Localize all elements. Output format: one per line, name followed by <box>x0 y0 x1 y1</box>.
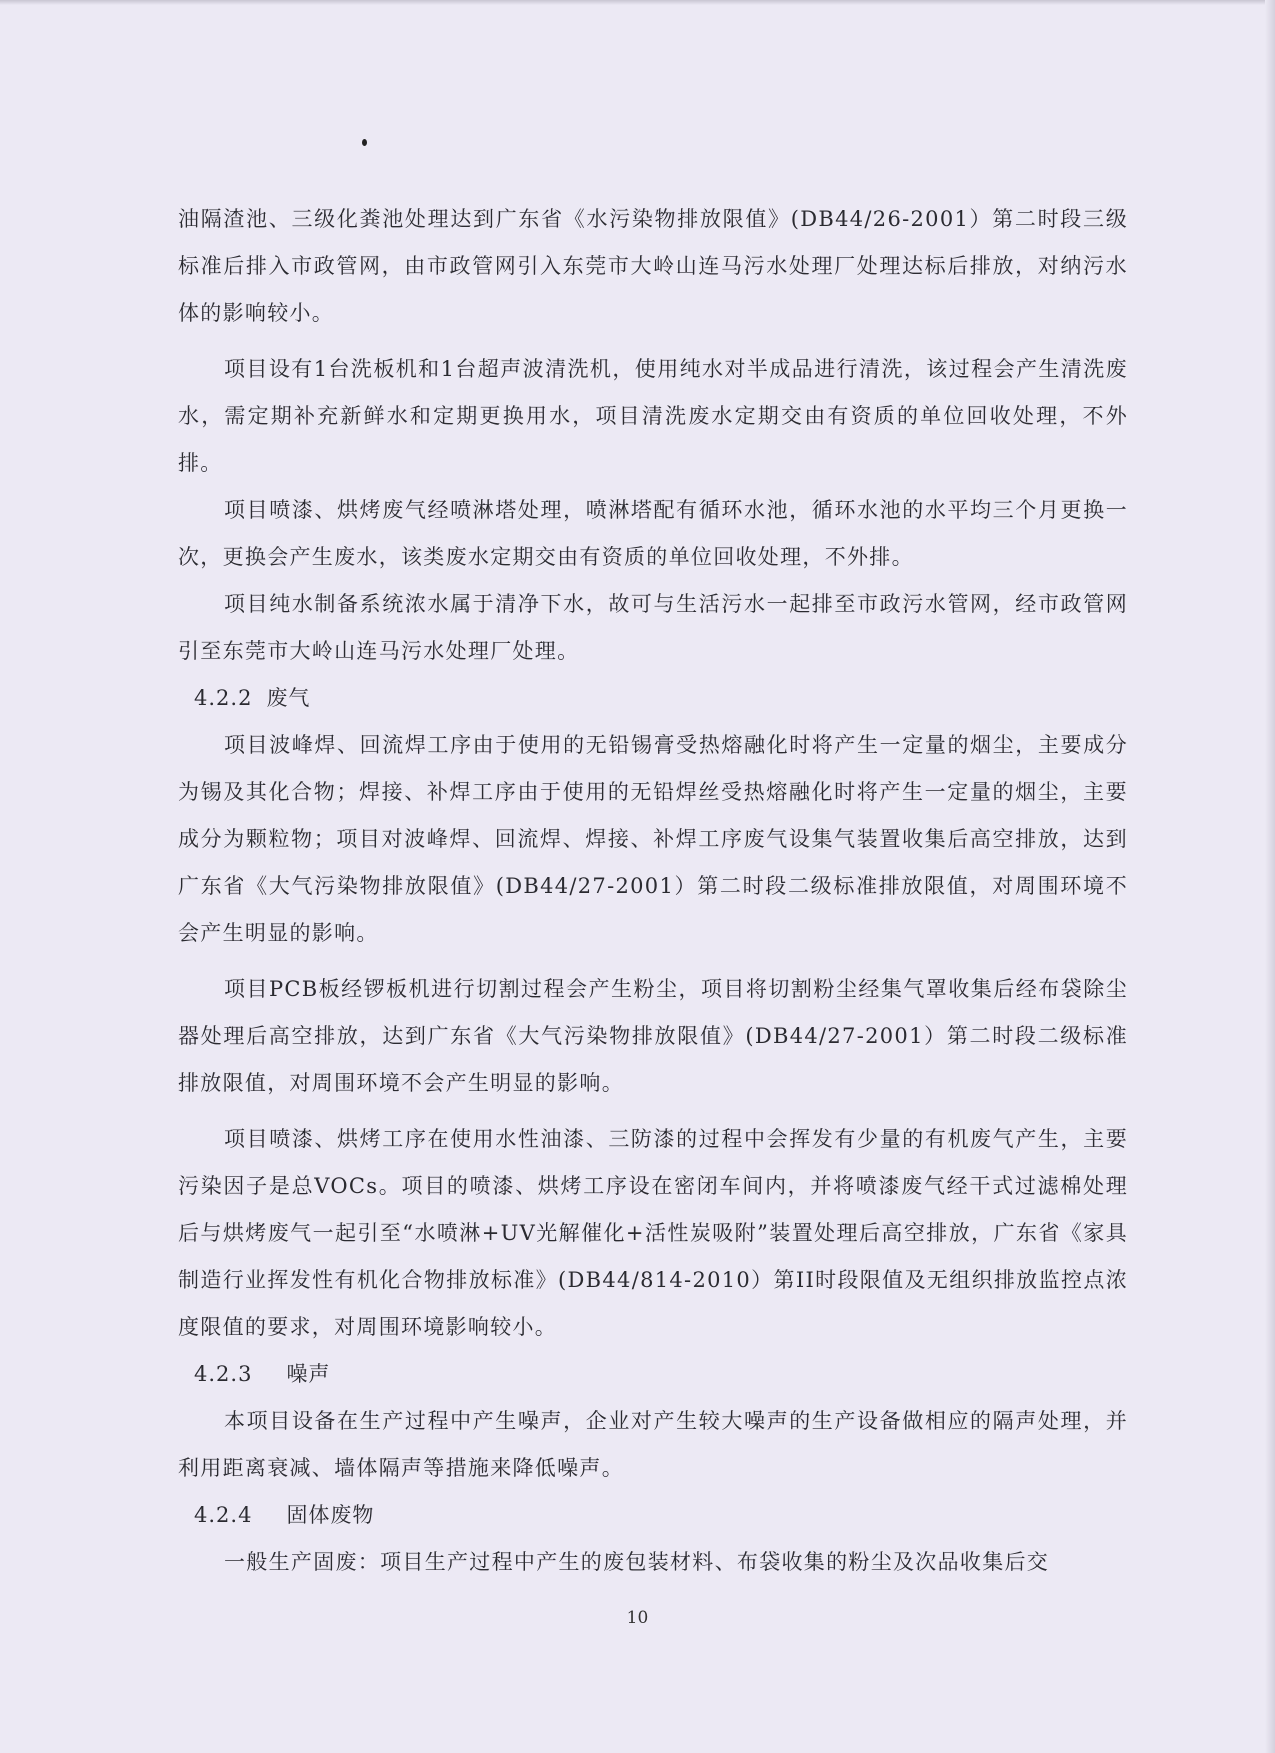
section-heading-4-2-2 <box>178 675 1128 722</box>
section-number: 4.2.4 <box>194 1503 253 1527</box>
paragraph-noise: 本项目设备在生产过程中产生噪声，企业对产生较大噪声的生产设备做相应的隔声处理，并利用距离衰减、墙体隔声等措施来降低噪声。 <box>178 1409 1128 1480</box>
section-heading-4-2-3 <box>178 1351 1128 1398</box>
section-number: 4.2.3 <box>194 1362 253 1386</box>
section-title: 固体废物 <box>286 1503 375 1527</box>
section-title: 废气 <box>266 686 311 710</box>
ink-speck <box>362 139 367 146</box>
paragraph-wastewater-continued: 油隔渣池、三级化粪池处理达到广东省《水污染物排放限值》(DB44/26-2001）第二时段三级标准后排入市政管网，由市政管网引入东莞市大岭山连马污水处理厂处理达标后排放，对纳污水体的影响较小。 <box>178 207 1128 325</box>
section-title: 噪声 <box>286 1362 331 1386</box>
page-number: 10 <box>626 1608 649 1628</box>
page-body <box>178 196 1128 1586</box>
paragraph-pure-water-concentrate: 项目纯水制备系统浓水属于清净下水，故可与生活污水一起排至市政污水管网，经市政管网引至东莞市大岭山连马污水处理厂处理。 <box>178 592 1128 663</box>
paragraph-organic-exhaust: 项目喷漆、烘烤工序在使用水性油漆、三防漆的过程中会挥发有少量的有机废气产生，主要污染因子是总VOCs。项目的喷漆、烘烤工序设在密闭车间内，并将喷漆废气经干式过滤棉处理后与烘烤废气一起引至“水喷淋+UV光解催化+活性炭吸附”装置处理后高空排放，广东省《家具制造行业挥发性有机化合物排放标准》(DB44/814-2010）第II时段限值及无组织排放监控点浓度限值的要求，对周围环境影响较小。 <box>178 1127 1128 1339</box>
paragraph-cleaning-wastewater: 项目设有1台洗板机和1台超声波清洗机，使用纯水对半成品进行清洗，该过程会产生清洗废水，需定期补充新鲜水和定期更换用水，项目清洗废水定期交由有资质的单位回收处理，不外排。 <box>178 357 1128 475</box>
section-number: 4.2.2 <box>194 686 253 710</box>
paragraph-soldering-fumes: 项目波峰焊、回流焊工序由于使用的无铅锡膏受热熔融化时将产生一定量的烟尘，主要成分为锡及其化合物；焊接、补焊工序由于使用的无铅焊丝受热熔融化时将产生一定量的烟尘，主要成分为颗粒物；项目对波峰焊、回流焊、焊接、补焊工序废气设集气装置收集后高空排放，达到广东省《大气污染物排放限值》(DB44/27-2001）第二时段二级标准排放限值，对周围环境不会产生明显的影响。 <box>178 733 1128 945</box>
paragraph-spray-tower-wastewater: 项目喷漆、烘烤废气经喷淋塔处理，喷淋塔配有循环水池，循环水池的水平均三个月更换一次，更换会产生废水，该类废水定期交由有资质的单位回收处理，不外排。 <box>178 498 1128 569</box>
scan-edge-top <box>0 0 1275 5</box>
section-heading-4-2-4 <box>178 1492 1128 1539</box>
paragraph-pcb-dust: 项目PCB板经锣板机进行切割过程会产生粉尘，项目将切割粉尘经集气罩收集后经布袋除尘器处理后高空排放，达到广东省《大气污染物排放限值》(DB44/27-2001）第二时段二级标准排放限值，对周围环境不会产生明显的影响。 <box>178 977 1128 1095</box>
paragraph-solid-waste: 一般生产固废：项目生产过程中产生的废包装材料、布袋收集的粉尘及次品收集后交 <box>224 1550 1050 1574</box>
scan-edge-right <box>1265 0 1275 1753</box>
